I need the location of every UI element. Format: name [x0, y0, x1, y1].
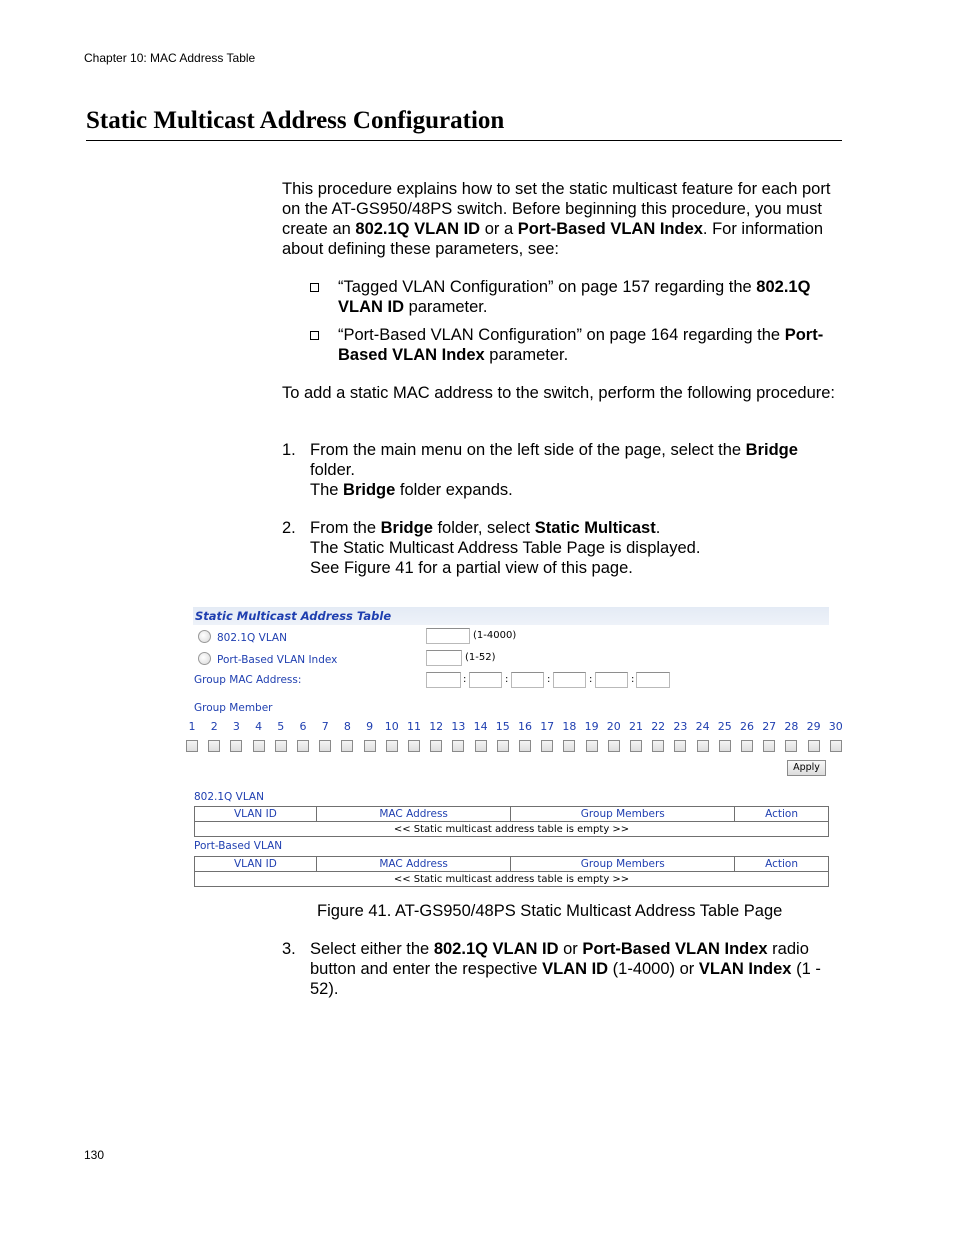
mac-separator: :	[631, 674, 635, 685]
step-part: .	[655, 519, 661, 537]
col-group-members: Group Members	[511, 807, 735, 822]
group-mac-label: Group MAC Address:	[194, 674, 302, 686]
port-number-label: 1	[188, 720, 196, 733]
port-number-label: 29	[806, 720, 821, 733]
port-number-label: 9	[366, 720, 374, 733]
port-number-label: 23	[673, 720, 688, 733]
mac-octet-input[interactable]	[469, 672, 502, 688]
port-checkbox[interactable]	[386, 740, 398, 752]
step-text	[310, 939, 844, 999]
port-checkbox[interactable]	[830, 740, 842, 752]
empty-message: << Static multicast address table is empty >>	[195, 872, 829, 887]
table-header-row	[195, 857, 829, 872]
table-row	[195, 872, 829, 887]
mac-separator: :	[547, 674, 551, 685]
bullet-square-icon	[310, 283, 319, 292]
step-number: 2.	[282, 519, 296, 537]
intro-bold-a: 802.1Q VLAN ID	[355, 220, 481, 238]
col-vlan-id: VLAN ID	[195, 857, 317, 872]
step-part: radio button and enter the respective	[310, 940, 809, 978]
bullet-item	[338, 325, 844, 365]
port-number-label: 30	[828, 720, 843, 733]
port-checkbox[interactable]	[297, 740, 309, 752]
group-member-label: Group Member	[194, 702, 273, 714]
port-checkbox[interactable]	[230, 740, 242, 752]
port-number-label: 8	[343, 720, 351, 733]
port-checkbox[interactable]	[697, 740, 709, 752]
radio-8021q-label: 802.1Q VLAN	[217, 632, 287, 644]
step-part: The Static Multicast Address Table Page is displayed.	[310, 539, 701, 557]
radio-port-based-label: Port-Based VLAN Index	[217, 654, 338, 666]
port-number-label: 12	[429, 720, 444, 733]
step-bold: 802.1Q VLAN ID	[433, 940, 559, 958]
static-multicast-figure	[178, 604, 842, 890]
step-part: From the main menu on the left side of the page, select the	[310, 441, 746, 459]
table-header-row	[195, 807, 829, 822]
mac-octet-input[interactable]	[426, 672, 461, 688]
apply-button[interactable]: Apply	[787, 760, 826, 776]
step-part: Select either the	[310, 940, 434, 958]
step-bold: VLAN ID	[542, 960, 609, 978]
col-action: Action	[735, 807, 829, 822]
vlan-id-range: (1-4000)	[473, 630, 517, 641]
port-checkbox[interactable]	[208, 740, 220, 752]
port-checkbox[interactable]	[186, 740, 198, 752]
port-number-label: 3	[232, 720, 240, 733]
col-mac-address: MAC Address	[316, 807, 511, 822]
section-title: Static Multicast Address Configuration	[86, 107, 505, 134]
procedure-intro: To add a static MAC address to the switch, perform the following procedure:	[282, 384, 836, 402]
col-mac-address: MAC Address	[316, 857, 511, 872]
radio-port-based-vlan[interactable]	[198, 652, 211, 665]
step-part: folder, select	[432, 519, 535, 537]
bullet-text-a: “Port-Based VLAN Configuration” on page 164 regarding the	[338, 326, 785, 344]
mac-separator: :	[463, 674, 467, 685]
step-bold: Static Multicast	[534, 519, 656, 537]
step-part: folder.	[310, 461, 355, 479]
port-number-label: 18	[562, 720, 577, 733]
step-number: 3.	[282, 940, 296, 958]
bullet-bold: 802.1Q VLAN ID	[338, 278, 811, 316]
port-number-label: 21	[629, 720, 643, 733]
page-number: 130	[84, 1148, 105, 1162]
port-number-label: 19	[584, 720, 599, 733]
port-checkbox[interactable]	[408, 740, 420, 752]
port-number-label: 28	[784, 720, 799, 733]
intro-text-c: . For information about defining these parameters, see:	[282, 220, 824, 258]
intro-text-a: This procedure explains how to set the static multicast feature for each port on the AT-GS950/48PS switch. Before beginning this procedure, you must create an	[282, 180, 831, 238]
mac-separator: :	[589, 674, 593, 685]
port-checkbox[interactable]	[497, 740, 509, 752]
step-bold: Bridge	[343, 481, 396, 499]
intro-bold-b: Port-Based VLAN Index	[517, 220, 703, 238]
port-number-label: 24	[695, 720, 710, 733]
table-row	[195, 822, 829, 837]
intro-text-b: or a	[480, 220, 518, 238]
port-number-label: 13	[451, 720, 466, 733]
port-checkbox[interactable]	[608, 740, 620, 752]
step-number: 1.	[282, 441, 296, 459]
port-number-label: 17	[540, 720, 555, 733]
port-checkbox[interactable]	[719, 740, 731, 752]
table-port-based	[194, 856, 829, 887]
port-checkbox[interactable]	[763, 740, 775, 752]
port-number-label: 20	[606, 720, 621, 733]
bullet-text-a: “Tagged VLAN Configuration” on page 157 regarding the	[338, 278, 757, 296]
bullet-item	[338, 277, 844, 317]
port-checkbox[interactable]	[475, 740, 487, 752]
port-number-label: 10	[384, 720, 399, 733]
port-checkbox[interactable]	[519, 740, 531, 752]
empty-message: << Static multicast address table is empty >>	[195, 822, 829, 837]
figure-caption: Figure 41. AT-GS950/48PS Static Multicast Address Table Page	[317, 902, 783, 920]
port-number-label: 6	[299, 720, 307, 733]
table-port-based-title: Port-Based VLAN	[194, 840, 283, 852]
vlan-index-input[interactable]	[426, 650, 462, 666]
port-checkbox[interactable]	[452, 740, 464, 752]
port-checkbox[interactable]	[652, 740, 664, 752]
mac-octet-input[interactable]	[511, 672, 544, 688]
port-checkbox[interactable]	[319, 740, 331, 752]
port-checkbox[interactable]	[785, 740, 797, 752]
radio-8021q-vlan[interactable]	[198, 630, 211, 643]
step-part: The	[310, 481, 344, 499]
col-action: Action	[735, 857, 829, 872]
mac-octet-input[interactable]	[553, 672, 586, 688]
table-8021q	[194, 806, 829, 837]
col-vlan-id: VLAN ID	[195, 807, 317, 822]
port-checkbox[interactable]	[630, 740, 642, 752]
mac-separator: :	[505, 674, 509, 685]
port-checkbox[interactable]	[586, 740, 598, 752]
port-number-label: 16	[518, 720, 532, 733]
port-number-label: 15	[495, 720, 510, 733]
bullet-text-b: parameter.	[404, 298, 488, 316]
port-checkbox[interactable]	[563, 740, 575, 752]
vlan-id-input[interactable]	[426, 628, 470, 644]
port-checkbox[interactable]	[541, 740, 553, 752]
port-number-label: 11	[407, 720, 421, 733]
port-number-label: 27	[762, 720, 777, 733]
figure-header: Static Multicast Address Table	[193, 607, 829, 625]
step-text	[310, 518, 844, 578]
title-rule	[86, 140, 842, 141]
port-number-label: 2	[210, 720, 218, 733]
bullet-square-icon	[310, 331, 319, 340]
step-bold: Bridge	[745, 441, 798, 459]
vlan-index-range: (1-52)	[465, 652, 496, 663]
port-checkbox[interactable]	[341, 740, 353, 752]
intro-paragraph	[282, 179, 844, 259]
port-number-label: 26	[740, 720, 754, 733]
port-checkbox[interactable]	[808, 740, 820, 752]
port-checkbox[interactable]	[275, 740, 287, 752]
port-checkbox[interactable]	[364, 740, 376, 752]
port-number-label: 7	[321, 720, 329, 733]
port-number-label: 5	[277, 720, 285, 733]
step-part: (1 - 52).	[310, 960, 821, 998]
port-checkbox[interactable]	[674, 740, 686, 752]
step-text	[310, 440, 844, 500]
mac-octet-input[interactable]	[636, 672, 670, 688]
step-bold: VLAN Index	[698, 960, 792, 978]
step-part: (1-4000) or	[608, 960, 699, 978]
step-part: See Figure 41 for a partial view of this page.	[310, 559, 633, 577]
step-bold: Port-Based VLAN Index	[582, 940, 768, 958]
col-group-members: Group Members	[511, 857, 735, 872]
mac-octet-input[interactable]	[595, 672, 628, 688]
port-checkbox[interactable]	[741, 740, 753, 752]
bullet-text-b: parameter.	[484, 346, 569, 364]
table-8021q-title: 802.1Q VLAN	[194, 791, 264, 803]
port-number-label: 4	[255, 720, 263, 733]
step-part: or	[558, 940, 583, 958]
port-checkbox[interactable]	[253, 740, 265, 752]
bullet-bold: Port-Based VLAN Index	[338, 326, 824, 364]
port-number-label: 25	[717, 720, 732, 733]
step-bold: Bridge	[380, 519, 433, 537]
port-number-label: 14	[473, 720, 488, 733]
port-checkbox[interactable]	[430, 740, 442, 752]
step-part: From the	[310, 519, 381, 537]
running-head: Chapter 10: MAC Address Table	[84, 51, 256, 65]
port-number-label: 22	[651, 720, 666, 733]
step-part: folder expands.	[395, 481, 513, 499]
